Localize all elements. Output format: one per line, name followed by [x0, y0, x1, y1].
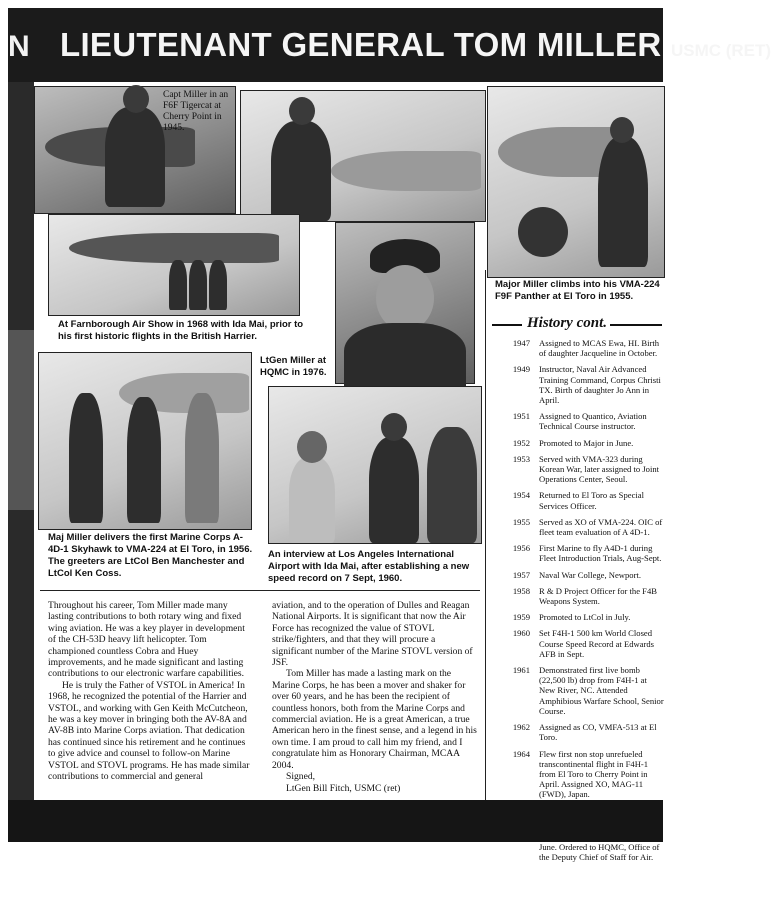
- previous-page-fragment: N: [8, 30, 30, 63]
- page-title-text: LIEUTENANT GENERAL TOM MILLER: [60, 26, 662, 63]
- history-entry-year: 1947: [512, 338, 530, 348]
- caption-panther: Major Miller climbs into his VMA-224 F9F Panther at El Toro in 1955.: [495, 279, 660, 302]
- photo-pilot-with-jet: [240, 90, 486, 222]
- history-entry-text: Demonstrated first live bomb (22,500 lb) drop from F4H-1 at New River, NC. Attended Amphibious Warfare School, Senior Course.: [539, 665, 664, 716]
- article-paragraph: He is truly the Father of VSTOL in America! In 1968, he recognized the potential of the Harrier and VSTOL, and working with Gen Keith McCutcheon, he was a key mover in bringing both the AV-8A and AV-8B into Marine Corps aviation. That dedication has continued since his retirement and he continues to give advice and counsel to follow-on Marine VSTOL and STOVL programs. He has made similar contributions to commercial and general: [48, 679, 250, 783]
- caption-interview: An interview at Los Angeles International Airport with Ida Mai, after establishing a new speed record on 7 Sept, 1960.: [268, 549, 470, 584]
- history-entry-text: Instructor, Naval Air Advanced Training Command, Corpus Christi TX. Birth of daughter Jo Ann in April.: [539, 364, 661, 406]
- history-entry-text: Assigned as CO, VMFA-513 at El Toro.: [539, 722, 657, 743]
- history-entry: [492, 570, 664, 580]
- history-entry-year: 1959: [512, 612, 530, 623]
- history-entry: [492, 364, 664, 405]
- article-paragraph: Throughout his career, Tom Miller made many lasting contributions to both rotary wing and fixed wing aviation. He was a key player in development of the CH-53D heavy lift helicopter. Tom championed countless Cobra and Huey improvements, and he made significant and lasting contributions to our electronic warfare capabilities.: [48, 600, 245, 680]
- history-entry: [492, 338, 664, 358]
- history-entry: [492, 517, 664, 537]
- history-entry: [492, 586, 664, 606]
- history-entry-text: June. Ordered to HQMC, Office of the Deputy Chief of Staff for Air.: [539, 842, 660, 863]
- history-entry-text: Assigned to MCAS Ewa, HI. Birth of daughter Jacqueline in October.: [539, 338, 660, 359]
- history-title: History cont.: [524, 315, 610, 332]
- history-entry-text: Promoted to LtCol in July.: [539, 612, 631, 623]
- photo-skyhawk-delivery: [38, 352, 252, 530]
- history-entry: [492, 665, 664, 716]
- left-page-edge-strip: [8, 330, 34, 510]
- history-entry: [492, 628, 664, 659]
- history-entry-text: Assigned to Quantico, Aviation Technical Course instructor.: [539, 411, 647, 432]
- history-entry-year: 1952: [512, 437, 530, 448]
- history-entry-year: 1962: [512, 722, 530, 733]
- article-paragraph: Tom Miller has made a lasting mark on the Marine Corps, he has been a mover and shaker for over 60 years, and he has been the recipient of countless honors, both from the Marine Corps and commercial aviation. He is a great American, a true American hero in the finest sense, and a legend in his own time. I am proud to call him my friend, and I congratulate him as Honorary Chairman, MCAA 2004.: [272, 668, 477, 771]
- photo-lax-interview: [268, 386, 482, 544]
- history-entry-text: Flew first non stop unrefueled transcontinental flight in F4H-1 from El Toro to Cherry Point in April. Assigned XO, MAG-11 (FWD), Japan.: [539, 748, 649, 800]
- history-entry: [492, 454, 664, 485]
- article-divider: [40, 590, 480, 591]
- caption-farnborough: At Farnborough Air Show in 1968 with Ida Mai, prior to his first historic flights in the British Harrier.: [58, 319, 304, 342]
- photo-farnborough-harrier: [48, 214, 300, 316]
- history-entry-text: Returned to El Toro as Special Services Officer.: [539, 490, 644, 511]
- caption-hqmc: LtGen Miller at HQMC in 1976.: [260, 355, 327, 378]
- page-title: [60, 26, 771, 64]
- photo-hqmc-portrait: [335, 222, 475, 384]
- history-entry-text: Served with VMA-323 during Korean War, later assigned to Joint Operations Center, Seoul.: [539, 453, 660, 485]
- article-paragraph: LtGen Bill Fitch, USMC (ret): [286, 782, 401, 794]
- history-entry-text: Served as XO of VMA-224. OIC of fleet team evaluation of A 4D-1.: [539, 516, 663, 538]
- history-entry-year: 1964: [512, 748, 530, 759]
- timeline-divider: [485, 270, 486, 805]
- history-entry-year: 1953: [512, 453, 530, 464]
- history-entry: [492, 411, 664, 431]
- footer-bar: [8, 800, 663, 842]
- history-entry-text: Promoted to Major in June.: [539, 437, 634, 448]
- history-entry-year: 1961: [512, 665, 530, 676]
- history-entry: [492, 612, 664, 622]
- history-entry-text: Naval War College, Newport.: [539, 569, 642, 580]
- caption-f6f: Capt Miller in an F6F Tigercat at Cherry Point in 1945.: [163, 90, 229, 133]
- history-entry-year: 1957: [512, 569, 530, 580]
- history-entry-year: 1954: [512, 490, 530, 501]
- history-entry-year: 1958: [512, 585, 530, 596]
- history-entry-year: 1956: [512, 543, 530, 554]
- history-entry: [492, 490, 664, 510]
- history-entry-text: R & D Project Officer for the F4B Weapons System.: [539, 585, 657, 607]
- page-title-suffix: USMC (RET): [670, 41, 771, 60]
- history-entry-text: Set F4H-1 500 km World Closed Course Speed Record at Edwards AFB in Sept.: [539, 628, 655, 659]
- history-entry-text: First Marine to fly A4D-1 during Fleet Introduction Trials, Aug-Sept.: [539, 543, 662, 564]
- history-timeline: [492, 338, 664, 869]
- history-entry-year: 1951: [512, 411, 530, 422]
- history-entry: [492, 438, 664, 448]
- history-entry: [492, 722, 664, 742]
- article-column-2: [272, 600, 477, 794]
- article-paragraph: aviation, and to the operation of Dulles and Reagan National Airports. It is significant that now the Air Force has recognized the value of STOVL strike/fighters, and that they will procure a significant number of the Marine STOVL version of JSF.: [272, 600, 473, 669]
- history-entry-year: 1955: [512, 516, 530, 527]
- history-entry-year: 1960: [512, 628, 530, 639]
- article-column-1: [48, 600, 253, 783]
- caption-skyhawk: Maj Miller delivers the first Marine Corps A-4D-1 Skyhawk to VMA-224 at El Toro, in 1956. The greeters are LtCol Ben Manchester and LtCol Ken Coss.: [48, 532, 253, 579]
- history-header: [492, 315, 662, 332]
- history-entry: [492, 749, 664, 800]
- article-paragraph: Signed,: [286, 771, 316, 783]
- photo-f9f-panther: [487, 86, 665, 278]
- history-entry-year: 1949: [512, 364, 530, 375]
- history-entry: [492, 543, 664, 563]
